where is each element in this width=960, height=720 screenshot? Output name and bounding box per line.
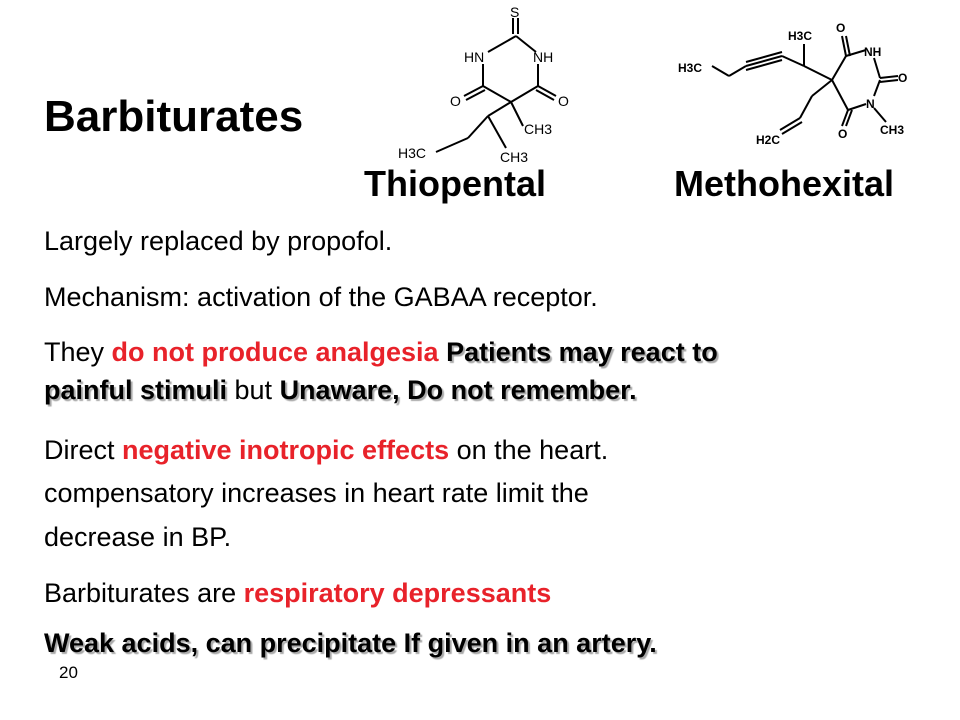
- line-3-highlight: do not produce analgesia: [111, 337, 439, 367]
- bullet-line-7: [44, 520, 231, 554]
- thiopental-label-hn: HN: [464, 49, 485, 65]
- line-4-shadow-text-a: painful stimuli: [44, 375, 228, 405]
- line-3-shadow-text: Patients may react to: [438, 337, 718, 367]
- line-5-highlight: negative inotropic effects: [122, 435, 450, 465]
- methohexital-label-nh: NH: [864, 45, 882, 59]
- thiopental-label-s: S: [510, 6, 520, 20]
- bullet-line-8: [44, 576, 551, 610]
- bullet-line-9: [44, 626, 657, 660]
- methohexital-structure: [674, 18, 910, 152]
- thiopental-label-ch3-bottom: CH3: [500, 149, 529, 165]
- methohexital-label-o-bottom: O: [838, 127, 848, 141]
- line-1-text: Largely replaced by propofol.: [44, 226, 393, 256]
- thiopental-label-o-right: O: [558, 93, 569, 109]
- line-2-text: Mechanism: activation of the GABAA receptor.: [44, 282, 598, 312]
- methohexital-label-h3c-left: H3C: [678, 61, 703, 75]
- thiopental-caption: Thiopental: [364, 163, 546, 204]
- bullet-line-6: [44, 476, 589, 510]
- bullet-line-1: [44, 224, 392, 258]
- line-8-highlight: respiratory depressants: [243, 578, 552, 608]
- line-3-text-a: They: [44, 337, 112, 367]
- methohexital-label-ch3: CH3: [880, 123, 905, 137]
- bullet-line-4: [44, 373, 637, 407]
- line-8-text-a: Barbiturates are: [44, 578, 244, 608]
- line-6-text: compensatory increases in heart rate limit the: [44, 478, 589, 508]
- methohexital-label-n: N: [866, 97, 875, 111]
- thiopental-label-nh: NH: [533, 49, 554, 65]
- methohexital-label-o-top: O: [836, 21, 846, 35]
- line-5-text-c: on the heart.: [449, 435, 609, 465]
- thiopental-structure: [388, 6, 588, 168]
- line-5-text-a: Direct: [44, 435, 123, 465]
- bullet-line-2: [44, 280, 598, 314]
- line-4-shadow-text-b: Unaware, Do not remember.: [279, 375, 637, 405]
- methohexital-caption: Methohexital: [674, 163, 895, 204]
- line-9-shadow-text: Weak acids, can precipitate If given in an artery.: [44, 628, 657, 658]
- thiopental-label-ch3-right: CH3: [524, 121, 553, 137]
- methohexital-label-h2c: H2C: [756, 133, 781, 147]
- thiopental-label-o-left: O: [450, 93, 461, 109]
- line-4-text: but: [227, 375, 280, 405]
- slide-title: Barbiturates: [44, 92, 304, 141]
- line-7-text: decrease in BP.: [44, 522, 232, 552]
- thiopental-label-h3c: H3C: [398, 145, 427, 161]
- bullet-line-3: [44, 335, 718, 369]
- methohexital-label-o-right: O: [898, 71, 908, 85]
- page-number: 20: [59, 663, 78, 682]
- bullet-line-5: [44, 433, 608, 467]
- methohexital-label-h3c-top: H3C: [788, 29, 813, 43]
